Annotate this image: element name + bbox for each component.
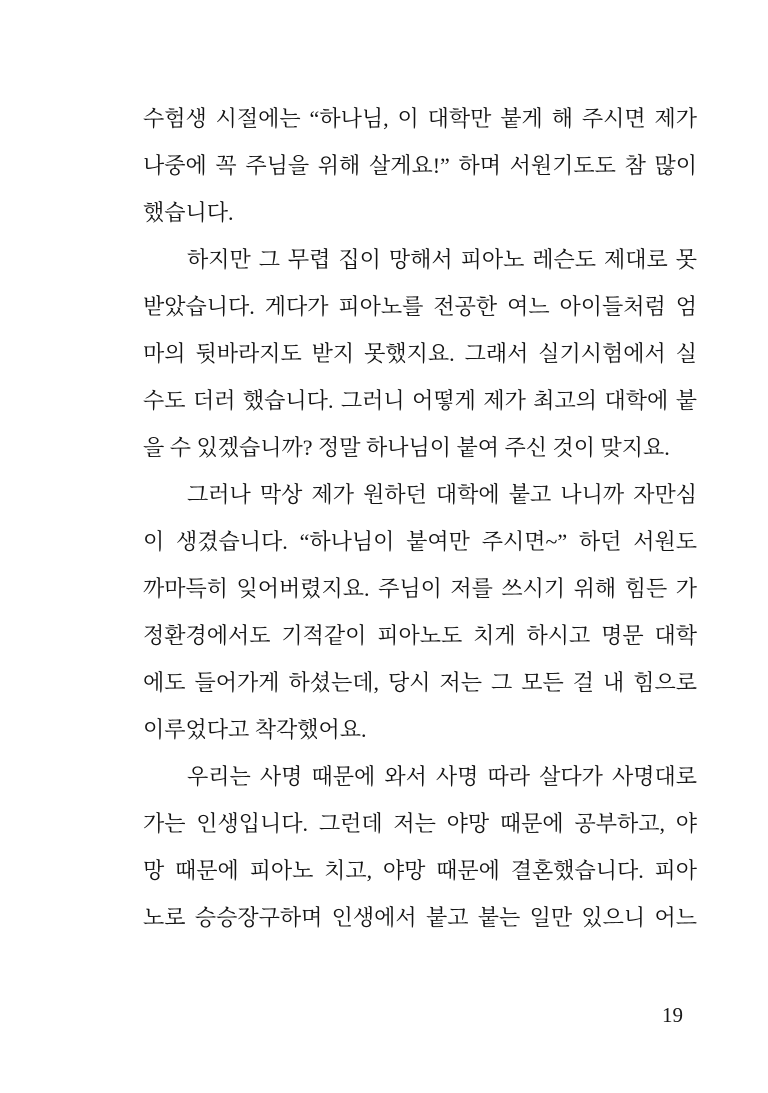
text-line: 을 수 있겠습니까? 정말 하나님이 붙여 주신 것이 맞지요. [143, 435, 670, 460]
paragraph [143, 236, 697, 471]
paragraph [143, 471, 697, 753]
text-line: 우리는 사명 때문에 와서 사명 따라 살다가 사명대로 [187, 764, 697, 789]
text-line: 나중에 꼭 주님을 위해 살게요!” 하며 서원기도도 참 많이 [143, 153, 697, 178]
paragraph [143, 95, 697, 236]
text-line: 마의 뒷바라지도 받지 못했지요. 그래서 실기시험에서 실 [143, 341, 697, 366]
body-text [143, 95, 697, 941]
text-line: 정환경에서도 기적같이 피아노도 치게 하시고 명문 대학 [143, 623, 697, 648]
text-line: 이 생겼습니다. “하나님이 붙여만 주시면~” 하던 서원도 [143, 529, 697, 554]
text-line: 노로 승승장구하며 인생에서 붙고 붙는 일만 있으니 어느 [143, 905, 697, 930]
text-line: 받았습니다. 게다가 피아노를 전공한 여느 아이들처럼 엄 [143, 294, 697, 319]
text-line: 했습니다. [143, 200, 234, 225]
text-line: 하지만 그 무렵 집이 망해서 피아노 레슨도 제대로 못 [187, 247, 697, 272]
paragraph [143, 753, 697, 941]
text-line: 까마득히 잊어버렸지요. 주님이 저를 쓰시기 위해 힘든 가 [143, 576, 697, 601]
text-line: 수도 더러 했습니다. 그러니 어떻게 제가 최고의 대학에 붙 [143, 388, 697, 413]
text-line: 이루었다고 착각했어요. [143, 717, 367, 742]
page-number: 19 [662, 1003, 683, 1027]
text-line: 망 때문에 피아노 치고, 야망 때문에 결혼했습니다. 피아 [143, 858, 697, 883]
text-line: 그러나 막상 제가 원하던 대학에 붙고 나니까 자만심 [187, 482, 697, 507]
text-line: 가는 인생입니다. 그런데 저는 야망 때문에 공부하고, 야 [143, 811, 697, 836]
text-line: 수험생 시절에는 “하나님, 이 대학만 붙게 해 주시면 제가 [143, 106, 697, 131]
text-line: 에도 들어가게 하셨는데, 당시 저는 그 모든 걸 내 힘으로 [143, 670, 697, 695]
